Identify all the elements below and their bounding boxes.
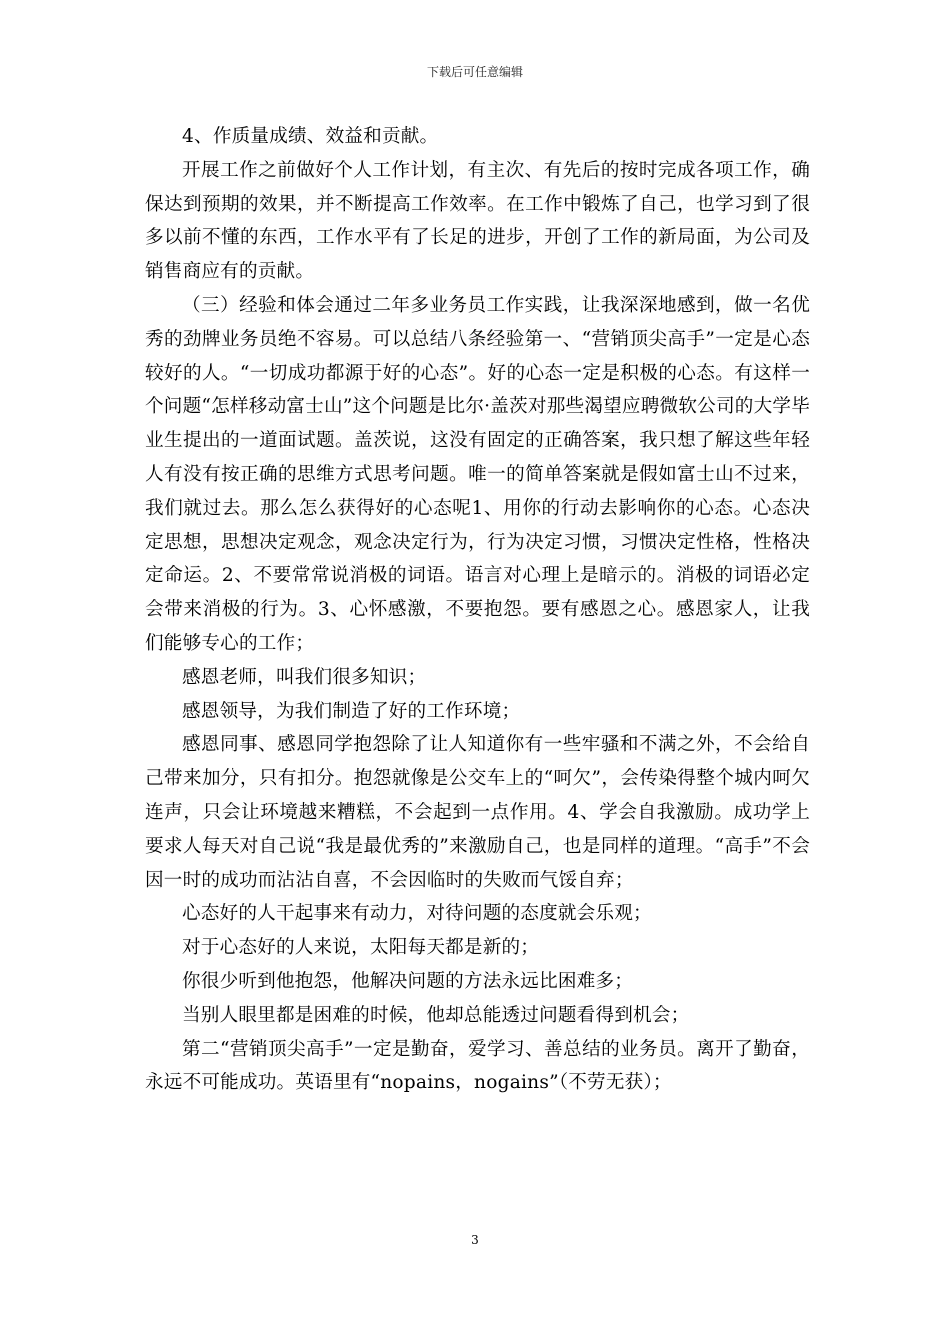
paragraph: 心态好的人干起事来有动力，对待问题的态度就会乐观； <box>182 903 652 925</box>
paragraph: 当别人眼里都是困难的时候，他却总能透过问题看得到机会； <box>182 1004 690 1026</box>
paragraph: 第二“营销顶尖高手”一定是勤奋，爱学习、善总结的业务员。离开了勤奋，永远不可能成功。英语里有“nopains，nogains”（不劳无获）； <box>145 1038 810 1094</box>
paragraph: 对于心态好的人来说，太阳每天都是新的； <box>182 937 540 959</box>
paragraph: 你很少听到他抱怨，他解决问题的方法永远比困难多； <box>182 970 634 992</box>
document-body <box>145 120 810 1100</box>
paragraph: 开展工作之前做好个人工作计划，有主次、有先后的按时完成各项工作，确保达到预期的效果，并不断提高工作效率。在工作中锻炼了自己，也学习到了很多以前不懂的东西，工作水平有了长足的进步，开创了工作的新局面，为公司及销售商应有的贡献。 <box>145 159 810 283</box>
paragraph: 4、作质量成绩、效益和贡献。 <box>182 126 439 147</box>
paragraph: 感恩老师，叫我们很多知识； <box>182 666 427 688</box>
paragraph: 感恩领导，为我们制造了好的工作环境； <box>182 700 521 722</box>
page-header: 下载后可任意编辑 <box>426 65 523 79</box>
paragraph: （三）经验和体会通过二年多业务员工作实践，让我深深地感到，做一名优秀的劲牌业务员绝不容易。可以总结八条经验第一、“营销顶尖高手”一定是心态较好的人。“一切成功都源于好的心态”。好的心态一定是积极的心态。有这样一个问题“怎样移动富士山”这个问题是比尔·盖茨对那些渴望应聘微软公司的大学毕业生提出的一道面试题。盖茨说，这没有固定的正确答案，我只想了解这些年轻人有没有按正确的思维方式思考问题。唯一的简单答案就是假如富士山不过来，我们就过去。那么怎么获得好的心态呢1、用你的行动去影响你的心态。心态决定思想，思想决定观念，观念决定行为，行为决定习惯，习惯决定性格，性格决定命运。2、不要常常说消极的词语。语言对心理上是暗示的。消极的词语必定会带来消极的行为。3、心怀感激，不要抱怨。要有感恩之心。感恩家人，让我们能够专心的工作； <box>145 294 810 654</box>
page-number: 3 <box>471 1233 479 1247</box>
paragraph: 感恩同事、感恩同学抱怨除了让人知道你有一些牢骚和不满之外，不会给自己带来加分，只有扣分。抱怨就像是公交车上的“呵欠”，会传染得整个城内呵欠连声，只会让环境越来糟糕，不会起到一点作用。4、学会自我激励。成功学上要求人每天对自己说“我是最优秀的”来激励自己，也是同样的道理。“高手”不会因一时的成功而沾沾自喜，不会因临时的失败而气馁自弃； <box>145 734 810 891</box>
